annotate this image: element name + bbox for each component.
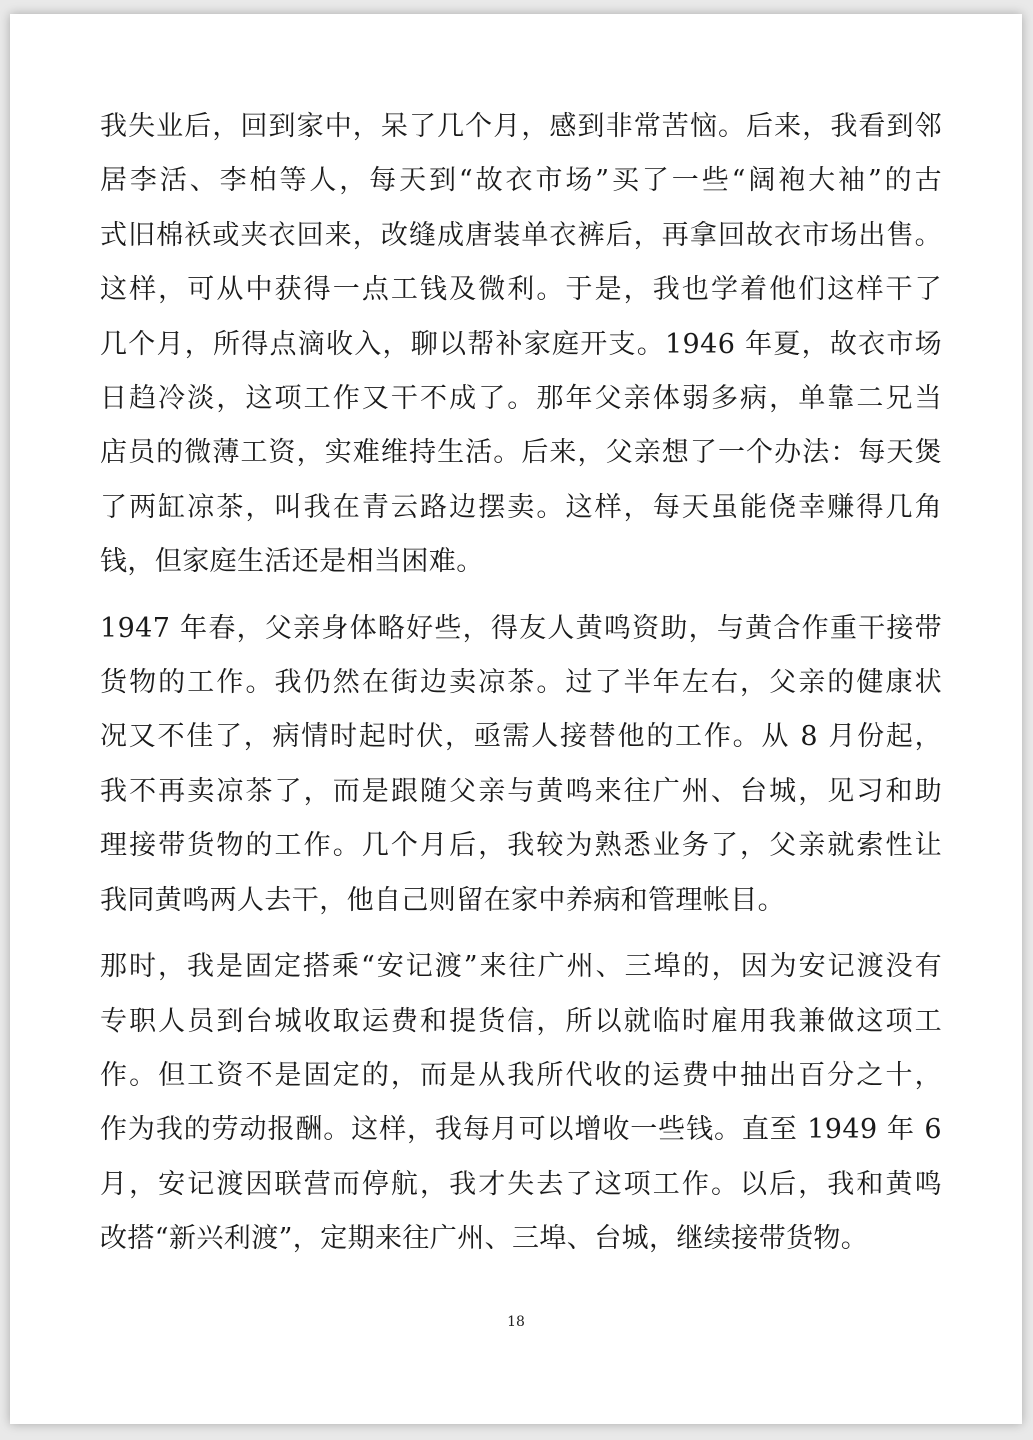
document-page — [10, 14, 1022, 1424]
text-line: 改搭“新兴利渡”，定期来往广州、三埠、台城，继续接带货物。 — [100, 1223, 869, 1255]
paragraph-1 — [100, 100, 942, 590]
paragraph-2 — [100, 602, 942, 928]
text-line: 店员的微薄工资，实难维持生活。后来，父亲想了一个办法：每天煲 — [100, 437, 942, 469]
text-line: 了两缸凉茶，叫我在青云路边摆卖。这样，每天虽能侥幸赚得几角 — [100, 491, 942, 523]
page-number: 18 — [507, 1314, 525, 1330]
text-line: 居李活、李柏等人，每天到“故衣市场”买了一些“阔袍大袖”的古 — [100, 165, 942, 197]
text-line: 这样，可从中获得一点工钱及微利。于是，我也学着他们这样干了 — [100, 274, 942, 306]
text-line: 几个月，所得点滴收入，聊以帮补家庭开支。1946 年夏，故衣市场 — [100, 328, 942, 360]
text-line: 理接带货物的工作。几个月后，我较为熟悉业务了，父亲就索性让 — [100, 830, 942, 862]
document-body — [100, 100, 942, 1279]
text-line: 货物的工作。我仍然在街边卖凉茶。过了半年左右，父亲的健康状 — [100, 667, 942, 699]
text-line: 我不再卖凉茶了，而是跟随父亲与黄鸣来往广州、台城，见习和助 — [100, 775, 942, 807]
text-line: 况又不佳了，病情时起时伏，亟需人接替他的工作。从 8 月份起， — [100, 721, 942, 753]
text-line: 那时，我是固定搭乘“安记渡”来往广州、三埠的，因为安记渡没有 — [100, 951, 942, 983]
text-line: 日趋冷淡，这项工作又干不成了。那年父亲体弱多病，单靠二兄当 — [100, 383, 942, 415]
text-line: 钱，但家庭生活还是相当困难。 — [100, 546, 484, 578]
text-line: 作为我的劳动报酬。这样，我每月可以增收一些钱。直至 1949 年 6 — [100, 1114, 942, 1146]
paragraph-3 — [100, 940, 942, 1266]
text-line: 式旧棉袄或夹衣回来，改缝成唐装单衣裤后，再拿回故衣市场出售。 — [100, 219, 942, 251]
text-line: 作。但工资不是固定的，而是从我所代收的运费中抽出百分之十， — [100, 1059, 942, 1091]
text-line: 1947 年春，父亲身体略好些，得友人黄鸣资助，与黄合作重干接带 — [100, 612, 942, 644]
text-line: 我失业后，回到家中，呆了几个月，感到非常苦恼。后来，我看到邻 — [100, 111, 942, 142]
text-line: 专职人员到台城收取运费和提货信，所以就临时雇用我兼做这项工 — [100, 1005, 942, 1037]
text-line: 我同黄鸣两人去干，他自己则留在家中养病和管理帐目。 — [100, 884, 785, 916]
text-line: 月，安记渡因联营而停航，我才失去了这项工作。以后，我和黄鸣 — [100, 1168, 942, 1200]
